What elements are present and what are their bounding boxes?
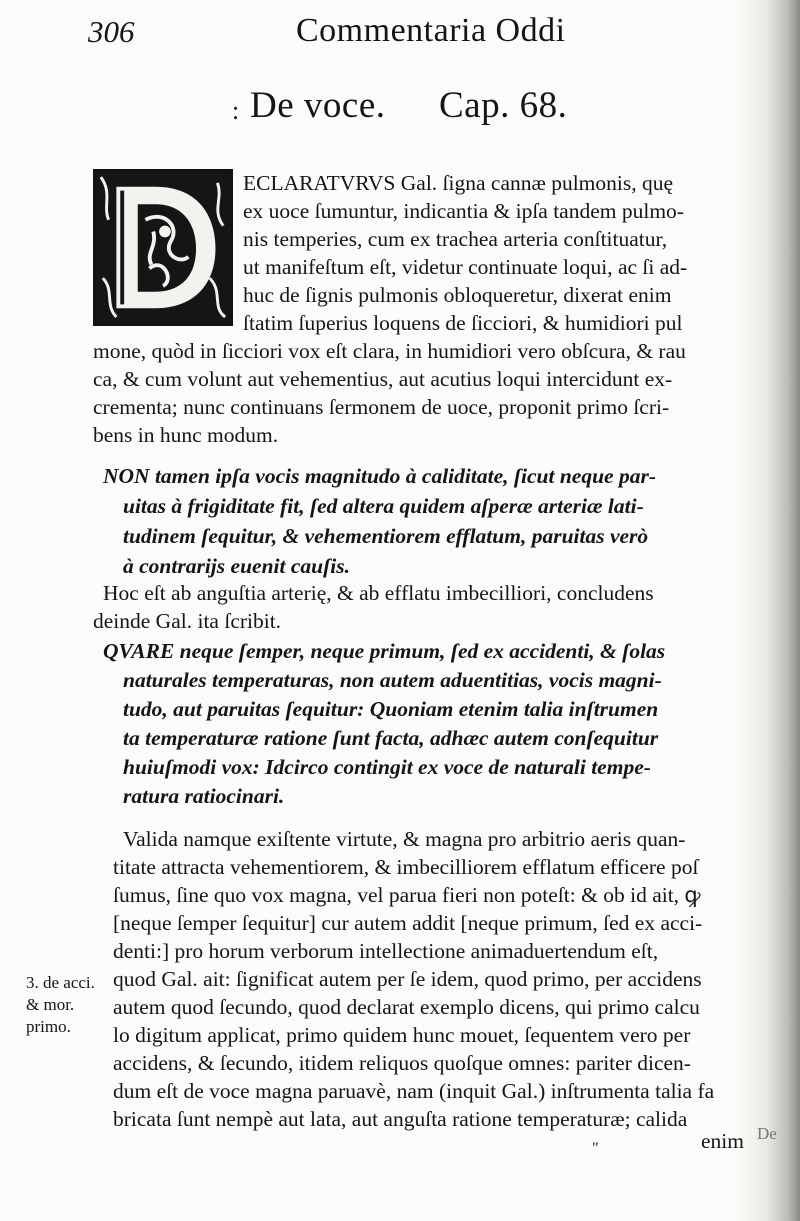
text-line: deinde Gal. ita ſcribit. bbox=[93, 609, 282, 633]
lemma-line: ta temperaturæ ratione ſunt facta, adhæc autem conſequitur bbox=[123, 726, 659, 750]
running-head bbox=[88, 12, 648, 52]
text-line: titate attracta vehementiorem, & imbecilliorem efflatum efficere poſ bbox=[113, 855, 699, 879]
lemma-line: huiuſmodi vox: Idcirco contingit ex voce de naturali tempe- bbox=[123, 755, 651, 779]
heading-ornament: : bbox=[232, 96, 240, 125]
lemma-line: QVARE neque ſemper, neque primum, ſed ex accidenti, & ſolas bbox=[103, 639, 666, 663]
chapter-number: Cap. 68. bbox=[439, 85, 568, 126]
text-line: quod Gal. ait: ſignificat autem per ſe idem, quod primo, per accidens bbox=[113, 967, 702, 991]
bleed-through-catchword: De bbox=[757, 1124, 777, 1143]
text-line: huc de ſignis pulmonis obloqueretur, dixerat enim bbox=[243, 283, 672, 307]
page-number: 306 bbox=[88, 14, 135, 49]
text-line: ex uoce ſumuntur, indicantia & ipſa tandem pulmo- bbox=[243, 199, 684, 223]
text-line: lo digitum applicat, primo quidem hunc mouet, ſequentem vero per bbox=[113, 1023, 691, 1047]
text-line: accidens, & ſecundo, itidem reliquos quoſque omnes: pariter dicen- bbox=[113, 1051, 691, 1075]
page-gutter-shadow bbox=[738, 0, 800, 1221]
catchword: enim bbox=[701, 1129, 744, 1153]
marginal-line: 3. de acci. bbox=[26, 973, 95, 992]
signature-mark: " bbox=[592, 1140, 599, 1157]
decorated-initial-d-icon bbox=[95, 171, 231, 324]
chapter-title: De voce. bbox=[250, 85, 386, 126]
lemma-line: tudinem ſequitur, & vehementiorem efflatum, paruitas verò bbox=[123, 524, 649, 548]
text-line: ECLARATVRVS Gal. ſigna cannæ pulmonis, quę bbox=[243, 171, 674, 195]
text-line: ſumus, ſine quo vox magna, vel parua fieri non poteſt: & ob id ait, ꝙ bbox=[113, 883, 701, 907]
text-line: ca, & cum volunt aut vehementius, aut acutius loqui intercidunt ex- bbox=[93, 367, 673, 391]
text-line: nis temperies, cum ex trachea arteria conſtituatur, bbox=[243, 227, 668, 251]
marginal-note bbox=[26, 972, 106, 1038]
text-line: Valida namque exiſtente virtute, & magna pro arbitrio aeris quan- bbox=[123, 827, 686, 851]
text-line: dum eſt de voce magna paruavè, nam (inquit Gal.) inſtrumenta talia fa bbox=[113, 1079, 715, 1103]
text-line: Hoc eſt ab anguſtia arterię, & ab efflatu imbecilliori, concludens bbox=[103, 581, 654, 605]
lemma-line: naturales temperaturas, non autem aduentitias, vocis magni- bbox=[123, 668, 662, 692]
text-line: crementa; nunc continuans ſermonem de uoce, proponit primo ſcri- bbox=[93, 395, 670, 419]
text-line: denti:] pro horum verborum intellectione animaduertendum eſt, bbox=[113, 939, 659, 963]
text-line: bricata ſunt nempè aut lata, aut anguſta ratione temperaturæ; calida bbox=[113, 1107, 688, 1131]
lemma-line: NON tamen ipſa vocis magnitudo à caliditate, ſicut neque par- bbox=[103, 464, 657, 488]
marginal-line: primo. bbox=[26, 1017, 71, 1036]
running-title: Commentaria Oddi bbox=[296, 12, 566, 49]
chapter-heading bbox=[250, 84, 567, 127]
decorated-initial bbox=[93, 169, 233, 326]
lemma-line: tudo, aut paruitas ſequitur: Quoniam etenim talia inſtrumen bbox=[123, 697, 659, 721]
lemma-line: uitas à frigiditate fit, ſed altera quidem aſperæ arteriæ lati- bbox=[123, 494, 644, 518]
text-line: [neque ſemper ſequitur] cur autem addit [neque primum, ſed ex acci- bbox=[113, 911, 703, 935]
lemma-line: à contrarijs euenit cauſis. bbox=[123, 554, 350, 578]
marginal-line: & mor. bbox=[26, 995, 75, 1014]
text-line: bens in hunc modum. bbox=[93, 423, 279, 447]
text-line: autem quod ſecundo, quod declarat exemplo dicens, qui primo calcu bbox=[113, 995, 700, 1019]
text-line: ut manifeſtum eſt, videtur continuate loqui, ac ſi ad- bbox=[243, 255, 688, 279]
lemma-line: ratura ratiocinari. bbox=[123, 784, 285, 808]
text-line: ſtatim ſuperius loquens de ſicciori, & humidiori pul bbox=[243, 311, 683, 335]
text-line: mone, quòd in ſicciori vox eſt clara, in humidiori vero obſcura, & rau bbox=[93, 339, 686, 363]
